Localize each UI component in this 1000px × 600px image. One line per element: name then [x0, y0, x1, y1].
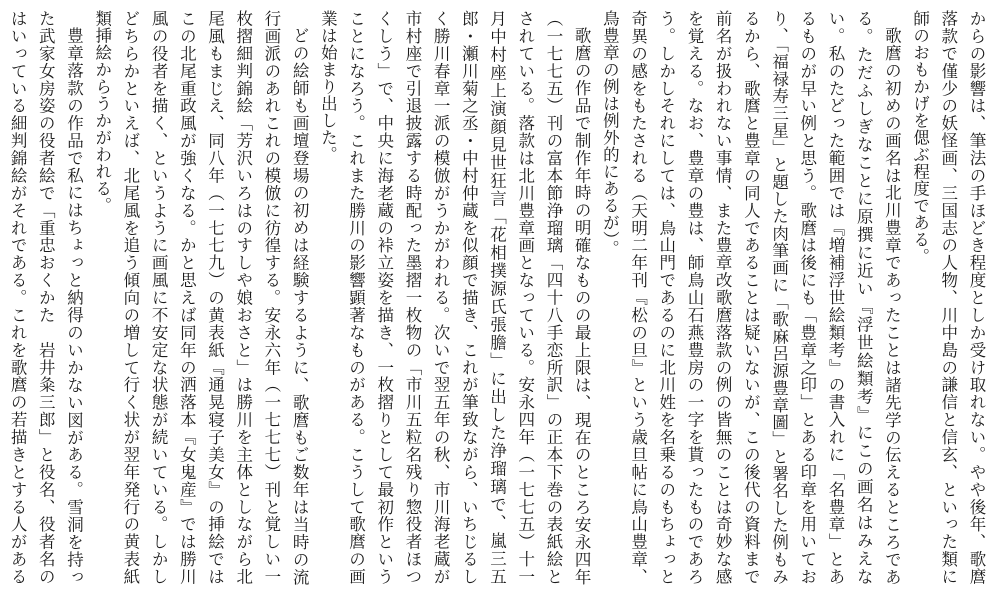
paragraph-5: 豊章落款の作品で私にはちょっと納得のいかない図がある。雪洞を持った武家女房姿の役者絵で「重忠おくかた 岩井粂三郎」と役名、役者名のはいっている細判錦絵がそれである。これを歌麿の若描きとする人がある [8, 10, 84, 585]
paragraph-1: からの影響は、筆法の手ほどき程度としか受け取れない。やや後年、歌麿落款で僅少の妖怪画、三国志の人物、川中島の謙信と信玄、といった類に師のおもかげを偲ぶ程度である。 [910, 10, 986, 585]
document-page [10, 10, 990, 590]
paragraph-4: どの絵師も画壇登場の初めは経験するように、歌麿もご数年は当時の流行画派のあれこれの模倣に彷徨する。安永六年（一七七七）刊と覚しい一枚摺細判錦絵「芳沢いろはのすしや娘おさと」は勝川を主体としながら北尾風もまじえ、同八年（一七七九）の黄表紙『通晃寝子美女』の挿絵ではこの北尾重政風が強くなる。かと思えば同年の洒落本『女鬼産』では勝川風の役者を描く、というように画風に不安定な状態が続いている。しかしどちらかといえば、北尾風を追う傾向の増して行く状が翌年発行の黄表紙類挿絵からうかがわれる。 [92, 10, 310, 585]
vertical-text-column [10, 10, 990, 585]
paragraph-2: 歌麿の初めの画名は北川豊章であったことは諸先学の伝えるところである。ただふしぎなことに原撰に近い『浮世絵類考』にこの画名はみえない。私のたどった範囲では『増補浮世絵類考』の書入れに「名豊章」とあるものが早い例と思う。歌麿は後にも「豊章之印」とある印章を用いており、「福禄寿三星」と題した肉筆画に「歌麻呂源豊章圖」と署名した例もみるから、歌麿と豊章の同人であることは疑いないが、この後代の資料まで前名が扱われない事情、また豊章改歌麿落款の例の皆無のことは奇妙な感を覚える。なお、豊章の豊は、師鳥山石燕豊房の一字を貰ったものであろう。しかしそれにしては、鳥山門であるのに北川姓を名乗るのもちょっと奇異の感をもたされる（天明二年刊『松の旦』という歳旦帖に鳥山豊章、鳥豊章の例は例外的にあるが）。 [600, 10, 902, 585]
paragraph-3: 歌麿の作品で制作年時の明確なものの最上限は、現在のところ安永四年（一七七五）刊の富本節浄瑠璃「四十八手恋所訳」の正本下巻の表紙絵とされている。落款は北川豊章画となっている。安永四年（一七七五）十一月中村座上演顔見世狂言「花相撲源氏張膽」に出した浄瑠璃で、嵐三五郎・瀬川菊之丞・中村仲蔵を似顔で描き、これが筆致ながら、いちじるしく勝川春章一派の模倣がうかがわれる。次いで翌五年の秋、市川海老蔵が市村座で引退披露する時配った墨摺一枚物の「市川五粒名残り惣役者ほつくしう」で、中央に海老蔵の裃立姿を描き、一枚摺りとして最初作ということになろう。これまた勝川の影響顕著なものがある。こうして歌麿の画業は始まり出した。 [318, 10, 592, 585]
